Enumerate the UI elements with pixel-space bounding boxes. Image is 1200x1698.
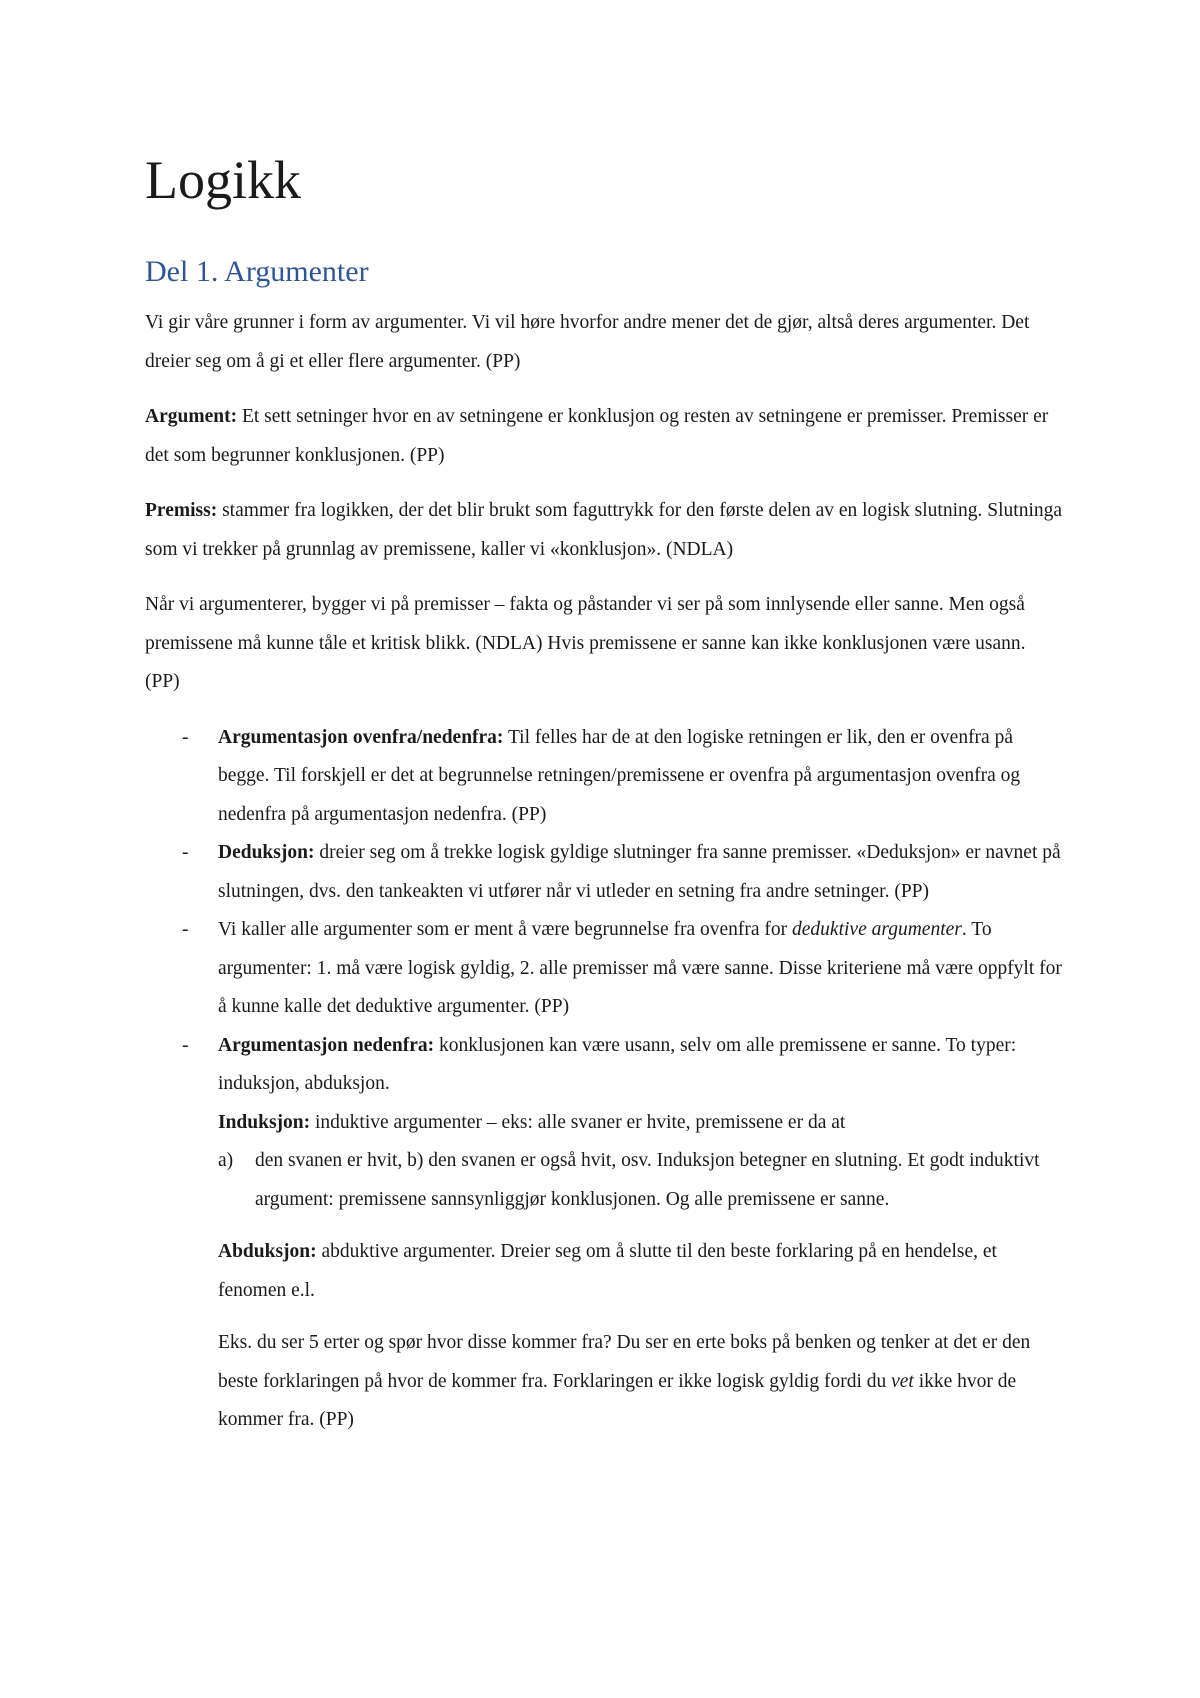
list-item-text: Til felles har de at den logiske retningen er lik, den er ovenfra på begge. Til forskjell er det at begrunnelse retningen/premissene er ovenfra på argumentasjon ovenfra og nedenfra på argumentasjon nedenfra. (PP) [218, 726, 1021, 825]
eks-text: ikke hvor de kommer fra. (PP) [218, 1370, 1017, 1430]
list-item [145, 1027, 1065, 1104]
list-dash: - [182, 842, 189, 863]
induksjon-line [145, 1104, 1065, 1143]
eks-paragraph [145, 1324, 1065, 1440]
list-item-term: Argumentasjon nedenfra: [218, 1034, 435, 1056]
argument-term: Argument: [145, 406, 238, 427]
list-dash: - [182, 919, 189, 940]
premiss-term: Premiss: [145, 500, 218, 521]
abduksjon-term: Abduksjon: [218, 1241, 317, 1262]
argumentering-paragraph: Når vi argumenterer, bygger vi på premisser – fakta og påstander vi ser på som innlysende eller sanne. Men også premissene må kunne tåle et kritisk blikk. (NDLA) Hvis premissene er sanne kan ikke konklusjonen være usann. (PP) [145, 594, 1026, 692]
list-item-text: konklusjonen kan være usann, selv om alle premissene er sanne. To typer: induksjon, abduksjon. [218, 1034, 1017, 1094]
list-dash: - [182, 726, 189, 748]
argument-paragraph [145, 398, 1065, 475]
list-item-text: Vi kaller alle argumenter som er ment å være begrunnelse fra ovenfra for [218, 919, 793, 940]
induksjon-text: induktive argumenter – eks: alle svaner er hvite, premissene er da at [310, 1111, 846, 1133]
list-item-term: Argumentasjon ovenfra/nedenfra: [218, 726, 504, 748]
induksjon-term: Induksjon: [218, 1111, 311, 1133]
document-title: Logikk [145, 150, 301, 210]
list-item [145, 834, 1065, 911]
eks-text: Eks. du ser 5 erter og spør hvor disse kommer fra? Du ser en erte boks på benken og tenker at det er den beste forklaringen på hvor de kommer fra. Forklaringen er ikke logisk gyldig fordi du [218, 1332, 1031, 1392]
list-item-text: . To argumenter: 1. må være logisk gyldig, 2. alle premisser må være sanne. Disse kriteriene må være oppfylt for å kunne kalle det deduktive argumenter. (PP) [218, 919, 1062, 1017]
eks-italic: vet [891, 1370, 914, 1392]
list-item-term: Deduksjon: [218, 842, 315, 863]
sub-item-marker: a) [218, 1150, 234, 1171]
premiss-text: stammer fra logikken, der det blir brukt som faguttrykk for den første delen av en logisk slutning. Slutninga som vi trekker på grunnlag av premissene, kaller vi «konklusjon». (NDLA) [145, 500, 1063, 560]
sub-item-text: den svanen er hvit, b) den svanen er også hvit, osv. Induksjon betegner en slutning. Et godt induktivt argument: premissene sannsynliggjør konklusjonen. Og alle premissene er sanne. [255, 1150, 1040, 1210]
intro-paragraph: Vi gir våre grunner i form av argumenter. Vi vil høre hvorfor andre mener det de gjør, altså deres argumenter. Det dreier seg om å gi et eller flere argumenter. (PP) [145, 312, 1030, 372]
premiss-paragraph [145, 492, 1065, 569]
section-heading: Del 1. Argumenter [145, 255, 369, 288]
abduksjon-text: abduktive argumenter. Dreier seg om å slutte til den beste forklaring på en hendelse, et fenomen e.l. [218, 1241, 997, 1301]
list-item-italic: deduktive argumenter [792, 919, 962, 940]
list-item-text: dreier seg om å trekke logisk gyldige slutninger fra sanne premisser. «Deduksjon» er navnet på slutningen, dvs. den tankeakten vi utfører når vi utleder en setning fra andre setninger. (PP) [218, 842, 1061, 902]
induksjon-sub-item [145, 1142, 1065, 1219]
list-item [145, 911, 1065, 1027]
document-body [145, 150, 1065, 1440]
list-dash: - [182, 1034, 189, 1056]
abduksjon-paragraph [145, 1233, 1065, 1310]
argument-list [145, 719, 1065, 1440]
list-item [145, 719, 1065, 835]
argument-text: Et sett setninger hvor en av setningene er konklusjon og resten av setningene er premisser. Premisser er det som begrunner konklusjonen. (PP) [145, 406, 1049, 466]
